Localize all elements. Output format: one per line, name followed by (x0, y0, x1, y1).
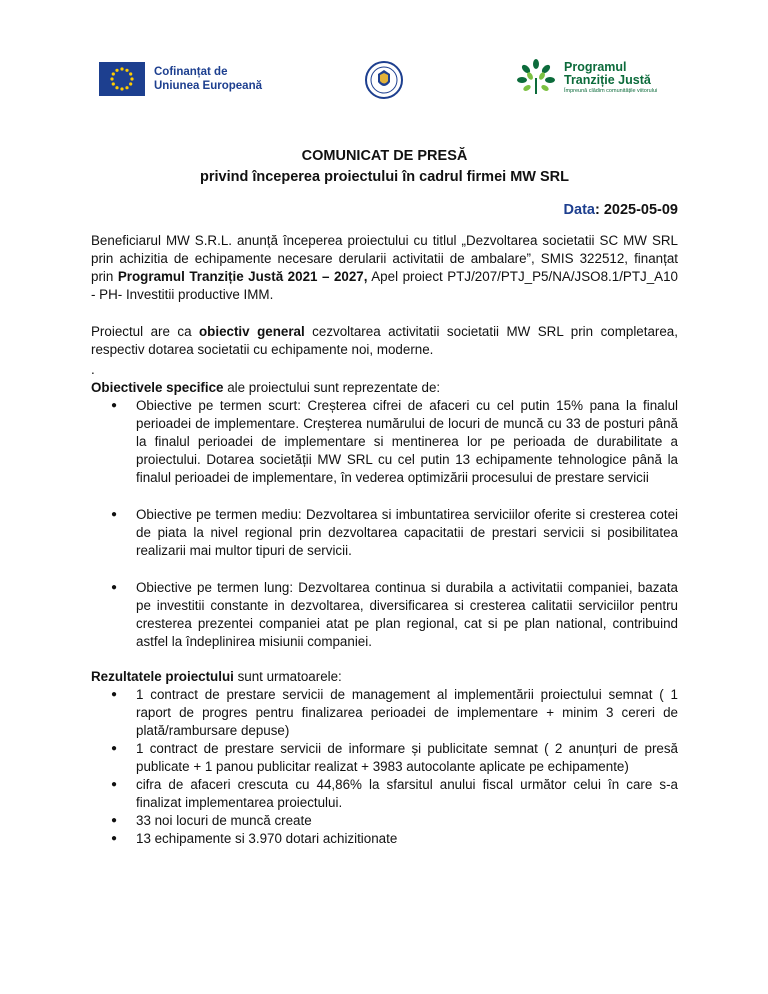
ptj-leaf-icon (514, 56, 558, 100)
bullet-icon: ● (111, 509, 118, 520)
specific-objectives-heading (91, 379, 678, 397)
intro-paragraph (91, 232, 678, 304)
list-item-text: 13 echipamente si 3.970 dotari achizitionate (136, 831, 398, 846)
title-line2: privind începerea proiectului în cadrul firmei MW SRL (199, 169, 569, 185)
list-item (91, 740, 678, 776)
ptj-name-line2: Tranziție Justă (564, 73, 651, 87)
romanian-government-emblem-icon (364, 60, 404, 100)
results-list (91, 686, 678, 848)
press-release-body (91, 146, 678, 848)
intro-pre: Beneficiarul MW S.R.L. anunță începerea proiectului cu titlul „Dezvoltarea societatii SC MW SRL prin achizitia de echipamente necesare derularii activitatii de ambalare”, SMIS 322512, finanțat prin (91, 233, 678, 284)
objective-pre: Proiectul are ca (91, 324, 199, 339)
specific-bold: Obiectivele specifice (91, 380, 224, 395)
specific-post: ale proiectului sunt reprezentate de: (223, 380, 441, 395)
list-item-text: 33 noi locuri de muncă create (136, 813, 312, 828)
list-item (91, 686, 678, 740)
bullet-icon: ● (111, 833, 118, 844)
ptj-tagline: Împreună clădim comunitățile viitorului (564, 88, 658, 94)
ptj-program-logo (514, 56, 657, 100)
bullet-icon: ● (111, 689, 118, 700)
date-label: Data (563, 202, 595, 218)
date-value: : 2025-05-09 (594, 202, 678, 218)
ptj-name-line1: Programul (564, 60, 627, 74)
bullet-icon: ● (111, 582, 118, 593)
list-item-text: cifra de afaceri crescuta cu 44,86% la sfarsitul anului fiscal următor celui în care s-a finalizat implementarea proiectului. (136, 777, 678, 810)
list-item-text: Obiective pe termen mediu: Dezvoltarea si imbuntatirea serviciilor oferite si cresterea cotei de piata la nivel regional prin dezvoltarea capacitatii de prestari servicii si posibilitatea realizarii mai multor tipuri de servicii. (136, 507, 678, 558)
list-item-text: Obiective pe termen scurt: Creșterea cifrei de afaceri cu cel putin 15% pana la finalul perioadei de implementare. Creșterea numărului de locuri de muncă cu 33 de posturi până la finalul perioadei de implementare si mentinerea lor pe perioada de durabilitate a proiectului. Dotarea societății MW SRL cu cel putin 13 echipamente tehnologice până la finalul perioadei de implementare, în vederea optimizării procesului de prestare servicii (136, 398, 678, 485)
bullet-icon: ● (111, 815, 118, 826)
title-line1: COMUNICAT DE PRESĂ (301, 148, 468, 164)
objective-post: cezvoltarea activitatii societatii MW SRL prin completarea, respectiv dotarea societatii cu echipamente noi, moderne. (91, 324, 678, 357)
intro-program: Programul Tranziție Justă 2021 – 2027, (117, 269, 368, 284)
list-item (91, 579, 678, 651)
eu-text-line1: Cofinanțat de (154, 66, 228, 78)
list-item-text: Obiective pe termen lung: Dezvoltarea continua si durabila a activitatii companiei, bazata pe investitii constante in dezvoltarea, diversificarea si cresterea calitatii serviciilor pentru cresterea prezentei companiei atat pe plan regional, cat si pe plan national, contribuind astfel la îndeplinirea misiunii companiei. (136, 580, 678, 649)
bullet-icon: ● (111, 400, 118, 411)
results-post: sunt urmatoarele: (233, 669, 342, 684)
list-item (91, 830, 678, 848)
list-item (91, 397, 678, 487)
bullet-icon: ● (111, 743, 118, 754)
results-bold: Rezultatele proiectului (91, 669, 234, 684)
list-item (91, 506, 678, 560)
stray-dot: . (91, 362, 95, 377)
eu-cofinancing-logo (99, 62, 262, 96)
bullet-icon: ● (111, 779, 118, 790)
intro-post: Apel proiect PTJ/207/PTJ_P5/NA/JSO8.1/PTJ_A10 - PH- Investitii productive IMM. (91, 269, 678, 302)
list-item-text: 1 contract de prestare servicii de management al implementării proiectului semnat ( 1 raport de progres pentru finalizarea perioadei de implementare + minim 3 cereri de plată/rambursare depuse) (136, 687, 678, 738)
list-item-text: 1 contract de prestare servicii de informare și publicitate semnat ( 2 anunțuri de presă publicate + 1 panou publicitar realizat + 3983 autocolante aplicate pe echipamente) (136, 741, 678, 774)
logo-header (0, 52, 768, 108)
list-item (91, 776, 678, 812)
results-heading (91, 668, 678, 686)
specific-objectives-list (91, 397, 678, 651)
list-item (91, 812, 678, 830)
objective-bold: obiectiv general (199, 324, 305, 339)
release-date (91, 201, 678, 219)
general-objective-paragraph (91, 323, 678, 359)
eu-flag-icon (99, 62, 145, 96)
eu-text-line2: Uniunea Europeană (154, 80, 262, 92)
